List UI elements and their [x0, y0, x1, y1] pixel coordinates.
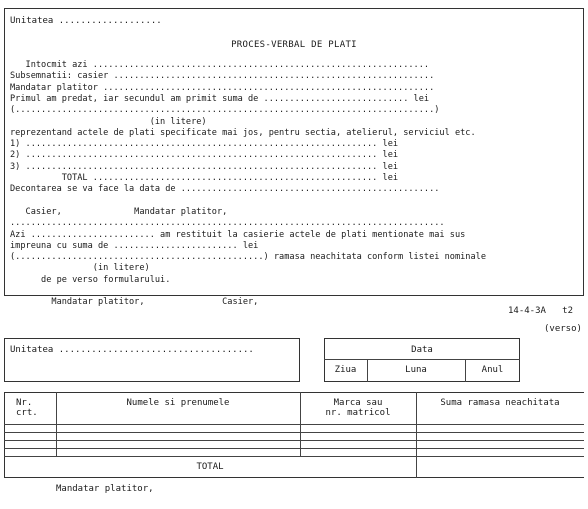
form-line: TOTAL ....................................................... lei	[10, 173, 399, 183]
form-line: (in litere)	[10, 263, 150, 274]
form-line: (in litere)	[10, 116, 207, 127]
form-line: de pe verso formularului.	[10, 274, 171, 285]
form-line: Primul am predat, iar secundul am primit suma de ............................ lei	[10, 93, 430, 104]
form-line: 3) .................................................................... lei	[10, 161, 399, 172]
form-title: PROCES-VERBAL DE PLATI	[231, 40, 357, 50]
form-line: (................................................) ramasa neachitata conform listei nominale	[10, 252, 486, 263]
col-suma: Suma ramasa neachitata	[440, 398, 560, 408]
form-code: 14-4-3A t2	[508, 306, 574, 316]
form-line: Decontarea se va face la data de ..................................................	[10, 184, 440, 195]
form-line: impreuna cu suma de ........................ lei	[10, 240, 259, 251]
form-line: Intocmit azi .................................................................	[10, 60, 430, 70]
form-line: Subsemnatii: casier ..............................................................	[10, 71, 435, 82]
data-luna: Luna	[405, 365, 427, 375]
form-line: reprezentand actele de plati specificate mai jos, pentru sectia, atelierul, serviciul etc.	[10, 127, 476, 138]
form-line: ....................................................................................	[10, 218, 445, 229]
unitatea-field: Unitatea ...................	[10, 16, 162, 26]
verso-footer: Mandatar platitor,	[56, 484, 154, 494]
form-line: Casier, Mandatar platitor,	[10, 206, 228, 217]
form-line: 2) .................................................................... lei	[10, 150, 399, 161]
total-row-label: TOTAL	[196, 462, 224, 472]
col-nume: Numele si prenumele	[126, 398, 230, 408]
col-nr-crt: Nr. crt.	[16, 398, 38, 418]
data-ziua: Ziua	[334, 365, 357, 375]
verso-label: (verso)	[544, 324, 582, 334]
form-line: Azi ........................ am restituit la casierie actele de plati mentionate mai sus	[10, 229, 466, 240]
form-line: (.................................................................................)	[10, 105, 440, 116]
form-line: Mandatar platitor, Casier,	[10, 297, 259, 308]
form-line: 1) .................................................................... lei	[10, 139, 399, 150]
form-line: Mandatar platitor ................................................................	[10, 82, 435, 93]
verso-unitatea-field: Unitatea ....................................	[10, 345, 254, 355]
data-title: Data	[411, 345, 433, 355]
col-marca: Marca sau nr. matricol	[325, 398, 391, 418]
data-anul: Anul	[481, 365, 504, 375]
